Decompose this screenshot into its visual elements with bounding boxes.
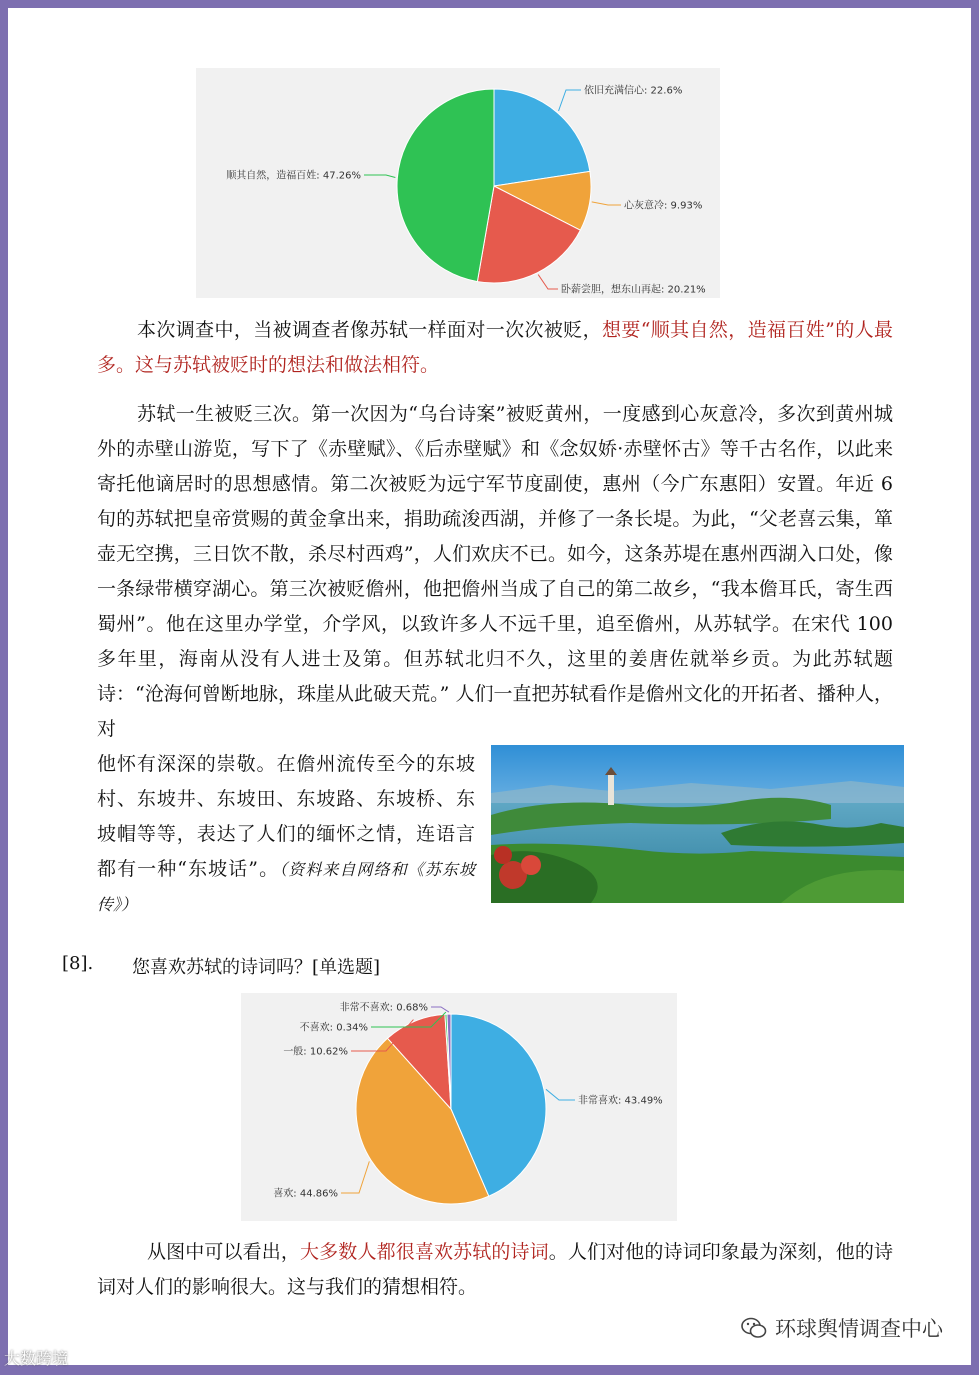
chart2-leader-0 (546, 1089, 575, 1100)
chart1-leader-0 (559, 90, 581, 111)
pie-chart-attitude (196, 68, 720, 298)
chart1-label-0: 依旧充满信心: 22.6% (584, 85, 683, 97)
paragraph-chart2-highlight: 大多数人都很喜欢苏轼的诗词 (300, 1241, 549, 1263)
chart2-label-4: 非常不喜欢: 0.68% (339, 1002, 428, 1014)
paragraph-su-shi-wrap (97, 747, 475, 922)
chart2-label-3: 不喜欢: 0.34% (299, 1022, 368, 1034)
chart2-label-2: 一般: 10.62% (283, 1046, 348, 1058)
chart1-leader-2 (538, 275, 558, 289)
paragraph-chart2-normal-b: 。人们对他的诗词印象最为深刻，他的诗词对人们的影响很大。这与我们的猜想相符。 (97, 1241, 893, 1298)
chart1-slice-3 (397, 89, 494, 282)
wechat-icon (741, 1317, 767, 1339)
west-lake-photo-svg (491, 745, 904, 903)
chart2-label-0: 非常喜欢: 43.49% (578, 1095, 663, 1107)
chart1-label-1: 心灰意冷: 9.93% (624, 200, 703, 212)
question-8-text: 您喜欢苏轼的诗词吗？[单选题] (132, 957, 381, 978)
paragraph-chart1-highlight: 想要“顺其自然，造福百姓”的人最多。这与苏轼被贬时的想法和做法相符。 (97, 319, 893, 376)
source-watermark (741, 1313, 943, 1343)
watermark-text: 环球舆情调查中心 (775, 1317, 943, 1341)
chart1-slice-0 (494, 89, 590, 186)
pie-chart-poetry-preference (241, 993, 677, 1221)
paragraph-chart2-normal-a: 从图中可以看出， (147, 1241, 301, 1263)
document-page (8, 8, 971, 1365)
pie-chart-poetry-svg (241, 993, 677, 1221)
chart2-label-1: 喜欢: 44.86% (273, 1188, 338, 1200)
paragraph-chart1-normal: 本次调查中，当被调查者像苏轼一样面对一次次被贬， (137, 319, 602, 341)
paragraph-source-note: （资料来自网络和《苏东坡传》） (97, 860, 475, 914)
chart2-leader-4 (431, 1007, 449, 1012)
chart1-label-2: 卧薪尝胆，想东山再起: 20.21% (561, 284, 706, 296)
corner-watermark-text: 大数跨境 (4, 1349, 69, 1368)
chart1-leader-1 (592, 202, 621, 205)
corner-watermark (4, 1346, 68, 1369)
paragraph-su-shi-history: 苏轼一生被贬三次。第一次因为“乌台诗案”被贬黄州，一度感到心灰意冷，多次到黄州城外的赤壁山游览，写下了《赤壁赋》、《后赤壁赋》和《念奴娇·赤壁怀古》等千古名作，以此来寄托他谪居时的思想感情。第二次被贬为远宁军节度副使，惠州（今广东惠阳）安置。年近 6 旬的苏轼把皇帝赏赐的黄金拿出来，捐助疏浚西湖，并修了一条长堤。为此，“父老喜云集，箪壶无空携，三日饮不散，杀尽村西鸡”，人们欢庆不已。如今，这条苏堤在惠州西湖入口处，像一条绿带横穿湖心。第三次被贬儋州，他把儋州当成了自己的第二故乡，“我本儋耳氏，寄生西蜀州”。他在这里办学堂，介学风，以致许多人不远千里，追至儋州，从苏轼学。在宋代 100 多年里，海南从没有人进士及第。但苏轼北归不久，这里的姜唐佐就举乡贡。为此苏轼题诗：“沧海何曾断地脉，珠崖从此破天荒。” 人们一直把苏轼看作是儋州文化的开拓者、播种人，对 (97, 403, 893, 740)
west-lake-photo (491, 745, 904, 903)
paragraph-wrap-text: 他怀有深深的崇敬。在儋州流传至今的东坡村、东坡井、东坡田、东坡路、东坡桥、东坡帽等等，表达了人们的缅怀之情，连语言都有一种“东坡话”。 (97, 753, 475, 880)
chart1-leader-3 (364, 175, 395, 177)
paragraph-chart1-summary (97, 313, 893, 383)
paragraph-chart2-summary (97, 1235, 893, 1305)
chart1-label-3: 顺其自然，造福百姓: 47.26% (226, 170, 361, 182)
question-8-number: [8]. (62, 953, 94, 974)
chart2-leader-1 (341, 1161, 369, 1193)
pie-chart-attitude-svg (196, 68, 720, 298)
